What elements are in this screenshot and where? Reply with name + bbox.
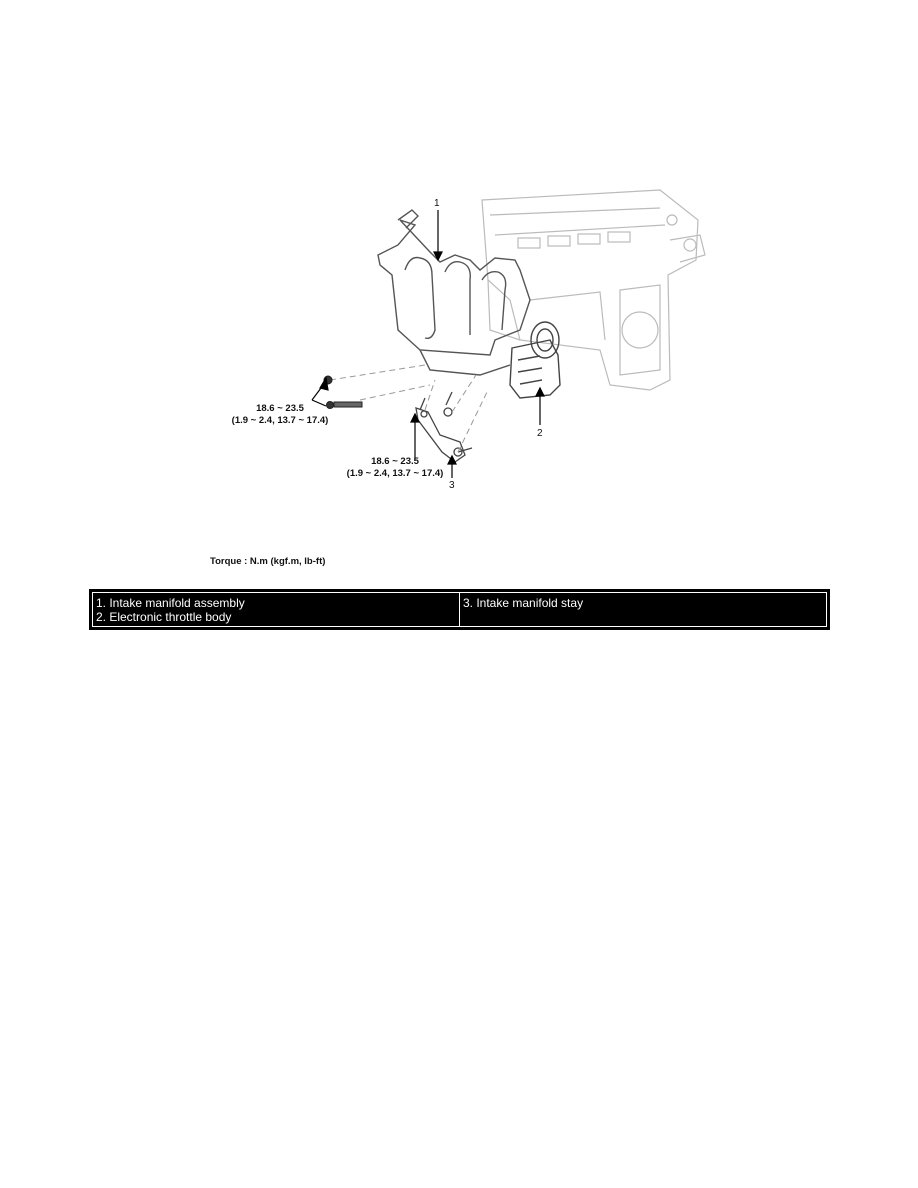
torque-range: (1.9 ~ 2.4, 13.7 ~ 17.4) [231, 415, 329, 426]
callout-3: 3 [449, 480, 455, 491]
alignment-guides [330, 365, 488, 452]
legend-cell-left [92, 592, 459, 627]
legend-item: 2. Electronic throttle body [96, 610, 232, 624]
torque-value: 18.6 ~ 23.5 [256, 403, 304, 414]
manifold-stay-outline [416, 392, 472, 462]
callout-1: 1 [434, 198, 440, 209]
torque-label-stay [330, 456, 460, 480]
engine-illustration [220, 180, 720, 500]
torque-range: (1.9 ~ 2.4, 13.7 ~ 17.4) [346, 468, 444, 479]
torque-caption: Torque : N.m (kgf.m, lb-ft) [210, 556, 326, 567]
engine-diagram [220, 180, 720, 500]
legend-item: 1. Intake manifold assembly [96, 596, 245, 610]
parts-legend-table [89, 589, 830, 630]
throttle-body-outline [510, 322, 560, 398]
torque-label-manifold [220, 403, 340, 427]
engine-block-outline [482, 190, 705, 390]
callout-2: 2 [537, 428, 543, 439]
torque-value: 18.6 ~ 23.5 [371, 456, 419, 467]
legend-item: 3. Intake manifold stay [463, 596, 584, 610]
legend-cell-right [459, 592, 827, 627]
